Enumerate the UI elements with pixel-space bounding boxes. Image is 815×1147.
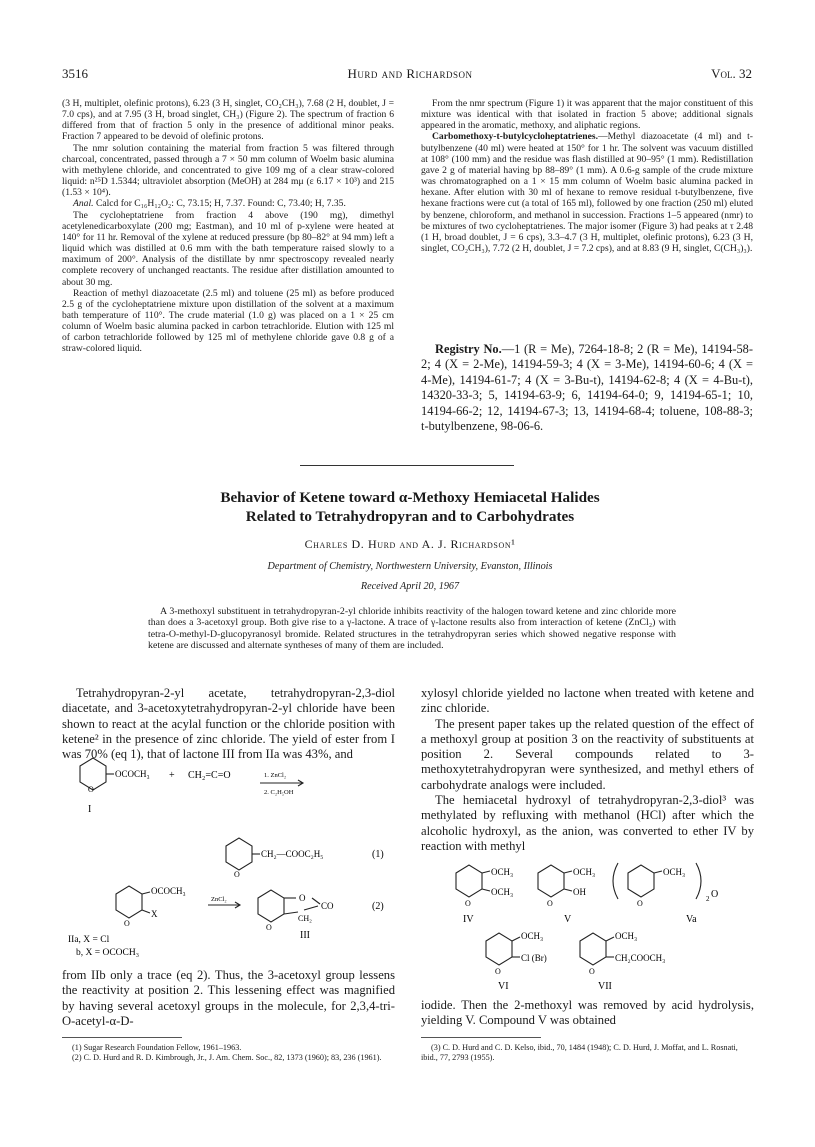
footnote-3: (3) C. D. Hurd and C. D. Kelso, ibid., 70, 1484 (1948); C. D. Hurd, J. Moffat, and L. Rosnati, ibid., 77, 2793 (1955). bbox=[421, 1043, 738, 1062]
ring-oxygen: O bbox=[124, 919, 130, 928]
paragraph: From the nmr spectrum (Figure 1) it was apparent that the major constituent of this mixture was identical with that isolated in fraction 5 above; additional signals appeared in the aromatic, methoxy, and aliphatic regions. bbox=[421, 98, 753, 132]
label-IIb: b, X = OCOCH₃ bbox=[76, 948, 140, 958]
ring-IV bbox=[456, 865, 482, 897]
eq1-number: (1) bbox=[372, 849, 384, 860]
structures-figure bbox=[420, 855, 755, 995]
vii-sub-b: CH₂COOCH₃ bbox=[615, 953, 666, 963]
conditions-bottom: 2. C₂H₅OH bbox=[264, 789, 294, 796]
paragraph: Tetrahydropyran-2-yl acetate, tetrahydropyran-2,3-diol diacetate, and 3-acetoxytetrahydropyran-2-yl chloride have been shown to react at the acylal function or the chloride position with ketene² in the presence of zinc chloride. The yield of ester from I was 70% (eq 1), that of lactone III from IIa was 43%, and bbox=[62, 686, 395, 762]
label-I: I bbox=[88, 804, 92, 815]
ring-oxygen: O bbox=[465, 899, 471, 908]
body-left-bottom bbox=[62, 968, 395, 1029]
registry-text: —1 (R = Me), 7264-18-8; 2 (R = Me), 14194-58-2; 4 (X = 2-Me), 14194-59-3; 4 (X = 3-Me), 14194-60-6; 4 (X = 4-Me), 14194-61-7; 4 (X = 3-Bu-t), 14194-62-8; 4 (X = 4-Bu-t), 14320-33-3; 5, 14194-63-9; 6, 14194-64-0; 9, 14194-65-1; 10, 14194-66-2; 12, 14194-67-3; 13, 14194-68-4; toluene, 108-88-3; t-butylbenzene, 98-06-6. bbox=[421, 342, 753, 434]
ring-VII bbox=[580, 933, 606, 965]
body-right-bottom bbox=[421, 998, 754, 1029]
body-right-top bbox=[421, 686, 754, 854]
paragraph: iodide. Then the 2-methoxyl was removed by acid hydrolysis, yielding V. Compound V was obtained bbox=[421, 998, 754, 1028]
ring-Va bbox=[628, 865, 654, 897]
ring-V bbox=[538, 865, 564, 897]
paragraph: Reaction of methyl diazoacetate (2.5 ml) and toluene (25 ml) as before produced 2.5 g of the cycloheptatriene mixture upon distillation of the solvent at a maximum bath temperature of 110°. The crude material (1.0 g) was placed on a 1 × 25 cm column of Woelm basic alumina packed in carbon tetrachloride. Elution with 125 ml of carbon tetrachloride followed by 125 ml of methylene chloride gave 0.8 g of a straw-colored liquid. bbox=[62, 287, 394, 355]
paragraph: —Methyl diazoacetate (4 ml) and t-butylbenzene (40 ml) were heated at 150° for 1 hr. The solvent was vacuum distilled at 108° (100 mm) and the residue was flash distilled at 90–95° (1 mm). Redistillation gave 2 g of material having bp 88–89° (1 mm). A 0.6-g sample of the crude mixture was chromatographed on a 1 × 15 mm column of Woelm basic alumina packed in hexane. After elution with 30 ml of hexane to remove residual t-butylbenzene, five hexane fractions were cut (a total of 165 ml), followed by one fraction (250 ml) eluted by benzene, chloroform, and methanol in succession. Fractions 1–5 appeared (nmr) to be mixtures of two cycloheptatrienes. The major isomer (Figure 3) had peaks at τ 2.48 (1 H, broad doublet, J = 6 cps), 3.3–4.7 (3 H, multiplet, olefinic protons), 6.23 (3 H, singlet, CO₂CH₃), 7.72 (2 H, doublet, J = 7.2 cps), and at 8.83 (9 H, singlet, C(CH₃)₃). bbox=[421, 131, 753, 255]
volume-label: Vol. 32 bbox=[711, 66, 752, 81]
anal-label: Anal. bbox=[73, 198, 94, 210]
paragraph: The nmr solution containing the material from fraction 5 was filtered through charcoal, concentrated, passed through a 7 × 50 mm column of Woelm basic alumina with methylene chloride, and concentrated to give 109 mg of a clear straw-colored liquid: n²⁵D 1.5344; ultraviolet absorption (MeOH) at 284 mμ (ε 6.17 × 10³) and 215 (1.53 × 10⁴). bbox=[62, 142, 394, 199]
ring-oxygen: O bbox=[495, 967, 501, 976]
paragraph: xylosyl chloride yielded no lactone when treated with ketene and zinc chloride. bbox=[421, 686, 754, 716]
paragraph: The cycloheptatriene from fraction 4 above (190 mg), dimethyl acetylenedicarboxylate (200 mg; Eastman), and 10 ml of p-xylene were heated at 140° for 11 hr. Removal of the xylene at reduced pressure (bp 80–82° at 94 mm) left a liquid which was distilled at 0.6 mm with the bath temperature raised slowly to a maximum of 200°. Analysis of the distillate by nmr spectroscopy revealed nearly complete recovery of unchanged reactants. The residue after distillation amounted to about 30 mg. bbox=[62, 209, 394, 288]
paragraph: The hemiacetal hydroxyl of tetrahydropyran-2,3-diol³ was methylated by refluxing with methanol (HCl) after which the alcoholic hydroxyl, as the anion, was converted to ether IV by reaction with methyl bbox=[421, 793, 754, 853]
paragraph: The present paper takes up the related question of the effect of a methoxyl group at position 3 on the reactivity of substituents at position 2. Several compounds related to 3-methoxytetrahydropyran were synthesized, and methyl ethers of carbohydrate analogs were included. bbox=[421, 716, 754, 792]
ring-II bbox=[116, 886, 142, 918]
vi-sub-a: OCH₃ bbox=[521, 931, 544, 941]
section-heading: Carbomethoxy-t-butylcycloheptatrienes. bbox=[432, 131, 598, 143]
ring-VI bbox=[486, 933, 512, 965]
lactone-ch2: CH₂ bbox=[298, 914, 312, 923]
v-sub-b: OH bbox=[573, 887, 586, 897]
ring-III bbox=[258, 890, 284, 922]
footnote-2: (2) C. D. Hurd and R. D. Kimbrough, Jr., J. Am. Chem. Soc., 82, 1373 (1960); 83, 236 (1961). bbox=[72, 1053, 382, 1062]
received-date: Received April 20, 1967 bbox=[360, 581, 460, 592]
footnote-1: (1) Sugar Research Foundation Fellow, 1961–1963. bbox=[72, 1043, 242, 1052]
label-III: III bbox=[300, 930, 310, 941]
registry-numbers bbox=[421, 342, 753, 434]
sub-x: X bbox=[151, 909, 158, 919]
sub-ococh3: OCOCH₃ bbox=[151, 886, 186, 896]
registry-heading: Registry No. bbox=[435, 342, 502, 356]
ring-oxygen: O bbox=[589, 967, 595, 976]
bracket-left bbox=[613, 863, 618, 899]
v-sub-a: OCH₃ bbox=[573, 867, 596, 877]
experimental-right-column bbox=[421, 98, 753, 254]
lactone-oxygen: O bbox=[299, 893, 306, 903]
zncl2-label: ZnCl₂ bbox=[211, 896, 227, 903]
affiliation: Department of Chemistry, Northwestern University, Evanston, Illinois bbox=[267, 561, 553, 572]
iv-sub-a: OCH₃ bbox=[491, 867, 514, 877]
ring-product1 bbox=[226, 838, 252, 870]
ring-oxygen: O bbox=[266, 923, 272, 932]
reaction-scheme bbox=[58, 750, 403, 965]
ring-oxygen: O bbox=[547, 899, 553, 908]
label-IIa: IIa, X = Cl bbox=[68, 935, 110, 945]
paragraph: from IIb only a trace (eq 2). Thus, the 3-acetoxyl group lessens the reactivity at position 2. This lessening effect was magnified by having several acetoxyl groups in the molecule, for 2,3,4-tri-O-acetyl-α-D- bbox=[62, 968, 395, 1028]
divider bbox=[300, 465, 514, 466]
va-oxygen: O bbox=[711, 889, 719, 900]
label-Va: Va bbox=[686, 914, 697, 925]
lactone-co: CO bbox=[321, 901, 334, 911]
ring-oxygen: O bbox=[637, 899, 643, 908]
plus-sign: + bbox=[169, 770, 175, 781]
product1-substituent: CH₂—COOC₂H₅ bbox=[261, 849, 324, 859]
footnote-rule bbox=[421, 1037, 541, 1038]
label-VI: VI bbox=[498, 981, 509, 992]
abstract: A 3-methoxyl substituent in tetrahydropyran-2-yl chloride inhibits reactivity of the halogen toward ketene and zinc chloride more than does a 3-acetoxyl group. Both give rise to a γ-lactone. A trace of γ-lactone results also from interaction of ketene (ZnCl₂) with tetra-O-methyl-D-glucopyranosyl bromide. Related structures in the tetrahydropyran series which showed negative response with ketene are discussed and alternate syntheses of many of them are included. bbox=[148, 606, 676, 652]
label-VII: VII bbox=[598, 981, 612, 992]
conditions-top: 1. ZnCl₂ bbox=[264, 772, 287, 779]
va-sub-a: OCH₃ bbox=[663, 867, 686, 877]
iv-sub-b: OCH₃ bbox=[491, 887, 514, 897]
ketene-formula: CH₂=C=O bbox=[188, 770, 231, 781]
article-title-line2: Related to Tetrahydropyran and to Carbohydrates bbox=[245, 508, 575, 525]
label-IV: IV bbox=[463, 914, 474, 925]
ring-oxygen: O bbox=[88, 785, 94, 794]
page-number: 3516 bbox=[62, 66, 88, 81]
experimental-left-column bbox=[62, 98, 394, 355]
bracket-right bbox=[696, 863, 701, 899]
footnote-rule bbox=[62, 1037, 182, 1038]
vii-sub-a: OCH₃ bbox=[615, 931, 638, 941]
va-subscript: 2 bbox=[706, 895, 710, 903]
ring-oxygen: O bbox=[234, 870, 240, 879]
authors: Charles D. Hurd and A. J. Richardson¹ bbox=[304, 537, 516, 551]
running-title: Hurd and Richardson bbox=[347, 66, 473, 81]
vi-sub-b: Cl (Br) bbox=[521, 953, 547, 963]
label-V: V bbox=[564, 914, 572, 925]
footnotes-left bbox=[62, 1043, 395, 1063]
eq2-number: (2) bbox=[372, 901, 384, 912]
paragraph: Calcd for C₁₆H₁₂O₂: C, 73.15; H, 7.37. Found: C, 73.40; H, 7.35. bbox=[95, 198, 346, 210]
paragraph: (3 H, multiplet, olefinic protons), 6.23 (3 H, singlet, CO₂CH₃), 7.68 (2 H, doublet, J = 7.0 cps), and at 7.95 (3 H, broad singlet, CH₃) (Figure 2). The spectrum of fraction 6 differed from that of fraction 5 only in the presence of additional minor peaks. Fraction 7 appeared to be devoid of olefinic protons. bbox=[62, 98, 394, 143]
sub-ococh3: OCOCH₃ bbox=[115, 769, 150, 779]
article-title-line1: Behavior of Ketene toward α-Methoxy Hemiacetal Halides bbox=[220, 489, 600, 506]
